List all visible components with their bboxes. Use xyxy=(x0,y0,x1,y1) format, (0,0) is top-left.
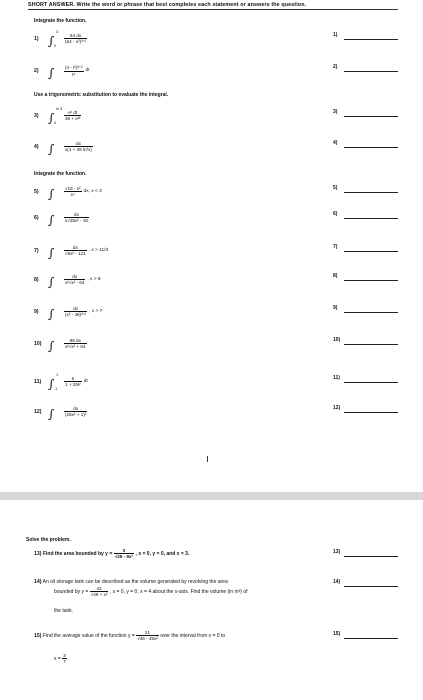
answer-label-13: 13) xyxy=(333,549,341,555)
problem-number: 11) xyxy=(34,378,42,385)
fraction-numerator: dx xyxy=(76,141,81,147)
problem-row xyxy=(34,271,101,289)
answer-line[interactable] xyxy=(344,412,398,413)
problem-row xyxy=(34,183,102,201)
answer-label: 10) xyxy=(333,337,341,343)
fraction-numerator: dx xyxy=(73,305,78,311)
answer-label: 2) xyxy=(333,64,338,70)
fraction-denominator: x⁴ xyxy=(64,191,82,197)
fraction-denominator: √25 - 9x² xyxy=(114,554,134,559)
problem-number: 1) xyxy=(34,35,39,42)
fraction-numerator: 42 xyxy=(96,586,102,591)
integral-sign xyxy=(48,244,59,258)
integrand-tail: , x > 8 xyxy=(87,277,101,283)
answer-line-15[interactable] xyxy=(344,638,398,639)
integral-symbol-icon: ∫ xyxy=(48,376,55,391)
integral-sign xyxy=(48,185,59,199)
problem-number: 5) xyxy=(34,188,39,195)
answer-label: 5) xyxy=(333,185,338,191)
fraction xyxy=(64,65,84,77)
fraction xyxy=(64,274,85,285)
fraction-denominator: (64 - x²)³ᐟ² xyxy=(65,38,87,44)
fraction-denominator: (x² - 49)³ᐟ² xyxy=(65,311,87,317)
integral-symbol-icon: ∫ xyxy=(48,212,55,227)
problem-number: 6) xyxy=(34,214,39,221)
fraction xyxy=(64,110,81,121)
fraction-denominator: √36 - 49x² xyxy=(137,636,158,641)
fraction-denominator: 7 xyxy=(63,659,66,664)
page-marker xyxy=(207,456,208,462)
fraction xyxy=(64,212,89,223)
fraction-numerator: 3 xyxy=(63,653,66,658)
answer-label: 6) xyxy=(333,211,338,217)
integral-symbol-icon: ∫ xyxy=(48,65,55,80)
integral-symbol-icon: ∫ xyxy=(48,306,55,321)
answer-label: 11) xyxy=(333,375,340,381)
answer-label-14: 14) xyxy=(333,579,341,585)
fraction-denominator: (25x² + 1)² xyxy=(65,412,87,418)
integrand-tail: dx, x < 4 xyxy=(83,189,102,195)
problem-number: 13) xyxy=(34,550,42,557)
answer-line[interactable] xyxy=(344,192,398,193)
lower-limit: 0 xyxy=(54,43,57,48)
fraction xyxy=(64,406,87,417)
header-instructions: SHORT ANSWER. Write the word or phrase that best completes each statement or answers the question. xyxy=(28,2,307,8)
header-rule xyxy=(28,9,398,10)
fraction-numerator: eᵗ dt xyxy=(68,110,78,116)
fraction xyxy=(64,306,87,318)
problem-number: 8) xyxy=(34,276,39,283)
fraction xyxy=(62,653,70,664)
answer-label: 3) xyxy=(333,109,338,115)
problem-row xyxy=(34,138,95,156)
fraction-denominator: x√25x² - 16 xyxy=(65,218,88,224)
problem-number: 10) xyxy=(34,340,42,347)
integral-symbol-icon: ∫ xyxy=(48,110,55,125)
answer-line[interactable] xyxy=(344,39,398,40)
problem-row xyxy=(34,209,91,227)
fraction-numerator: dx xyxy=(72,274,78,280)
answer-line[interactable] xyxy=(344,344,398,345)
problem-row xyxy=(34,30,89,48)
answer-line[interactable] xyxy=(344,71,398,72)
upper-limit: 1 xyxy=(56,372,59,377)
upper-limit: 3 xyxy=(56,29,59,34)
problem-text: bounded by y = xyxy=(54,588,89,595)
problem-row xyxy=(34,303,102,321)
problem-13 xyxy=(34,548,189,559)
problem-14-line-1 xyxy=(34,579,228,585)
answer-line[interactable] xyxy=(344,280,398,281)
integral-symbol-icon: ∫ xyxy=(48,186,55,201)
answer-label: 1) xyxy=(333,32,338,38)
problem-text-tail: , x = 0, y = 0, x = 4 about the x-axis. Find the volume (in m³) of xyxy=(109,588,248,595)
section-heading-solve: Solve the problem. xyxy=(26,537,71,543)
problem-row xyxy=(34,335,89,353)
answer-line[interactable] xyxy=(344,382,398,383)
fraction xyxy=(114,548,134,559)
section-heading-integrate: Integrate the function. xyxy=(34,18,87,24)
section-heading-trig-sub: Use a trigonometric substitution to evaluate the integral. xyxy=(34,92,169,98)
integral-symbol-icon: ∫ xyxy=(48,245,55,260)
answer-line-13[interactable] xyxy=(344,556,398,557)
integral-sign xyxy=(48,140,59,154)
problem-number: 4) xyxy=(34,143,39,150)
fraction-denominator: t⁶ xyxy=(64,71,84,77)
problem-number: 12) xyxy=(34,408,42,415)
problem-text-tail: . xyxy=(68,655,70,662)
integral-sign xyxy=(48,64,59,78)
integral-sign xyxy=(48,106,63,125)
answer-label: 7) xyxy=(333,244,338,250)
integral-sign xyxy=(48,337,59,351)
section-heading-integrate-2: Integrate the function. xyxy=(34,171,87,177)
problem-row xyxy=(34,242,108,260)
answer-line[interactable] xyxy=(344,251,398,252)
fraction xyxy=(64,33,87,45)
integral-sign xyxy=(48,305,59,319)
integral-symbol-icon: ∫ xyxy=(48,141,55,156)
integral-sign xyxy=(48,372,59,391)
problem-text: x = xyxy=(54,655,61,662)
problem-14-line-2 xyxy=(54,586,248,597)
integrand-tail: , x > 7 xyxy=(89,309,103,315)
answer-label: 12) xyxy=(333,405,341,411)
fraction-denominator: 1 + 25t² xyxy=(65,382,81,388)
answer-label-15: 15) xyxy=(333,631,341,637)
fraction xyxy=(90,586,109,597)
answer-label: 8) xyxy=(333,273,338,279)
problem-number: 7) xyxy=(34,247,39,254)
integrand-tail: dt xyxy=(85,68,90,74)
problem-14-line-3: the tank. xyxy=(54,608,74,614)
problem-text: An oil storage tank can be described as the volume generated by revolving the area xyxy=(42,579,228,585)
fraction-numerator: √16 - x² xyxy=(65,186,81,192)
integral-sign xyxy=(48,405,59,419)
lower-limit: 0 xyxy=(54,120,57,125)
fraction-denominator: x(1 + 49 ln²x) xyxy=(65,147,92,153)
integral-symbol-icon: ∫ xyxy=(48,406,55,421)
problem-number: 3) xyxy=(34,112,39,119)
integral-symbol-icon: ∫ xyxy=(48,338,55,353)
problem-text-tail: , x = 0, y = 0, and x = 3. xyxy=(135,550,190,557)
integral-sign xyxy=(48,211,59,225)
fraction-denominator: x²√x² - 64 xyxy=(65,280,85,286)
answer-line[interactable] xyxy=(344,312,398,313)
answer-label: 9) xyxy=(333,305,338,311)
integral-sign xyxy=(48,273,59,287)
fraction xyxy=(64,376,82,387)
answer-line[interactable] xyxy=(344,218,398,219)
fraction xyxy=(64,245,87,256)
fraction xyxy=(136,630,159,641)
fraction-numerator: 5 xyxy=(71,376,75,382)
fraction-denominator: √49 + x² xyxy=(90,592,108,597)
fraction xyxy=(64,141,93,152)
problem-text-tail: over the interval from x = 0 to xyxy=(160,632,226,639)
upper-limit: ln 3 xyxy=(56,106,63,111)
answer-label: 4) xyxy=(333,140,338,146)
problem-row xyxy=(34,62,90,80)
fraction-denominator: √9x² - 121 xyxy=(65,251,86,257)
problem-row xyxy=(34,403,89,421)
problem-text: Find the average value of the function y = xyxy=(42,632,135,639)
fraction-numerator: dx xyxy=(74,212,79,218)
fraction-denominator: 36 + e²ᵗ xyxy=(65,116,81,122)
lower-limit: -1 xyxy=(54,386,58,391)
fraction-numerator: dx xyxy=(72,245,78,251)
answer-line[interactable] xyxy=(344,147,398,148)
problem-row xyxy=(34,107,83,125)
integrand-tail: , x > 11/3 xyxy=(88,248,109,254)
fraction-numerator: 3 xyxy=(122,548,126,553)
problem-15-line-2 xyxy=(54,653,70,664)
fraction-numerator: (4 - t²)³ᐟ² xyxy=(65,64,83,70)
problem-15-line-1 xyxy=(34,630,225,641)
problem-number: 2) xyxy=(34,67,39,74)
fraction-numerator: 64 dx xyxy=(69,32,82,38)
fraction xyxy=(64,186,82,197)
integral-symbol-icon: ∫ xyxy=(48,33,55,48)
fraction-numerator: 21 xyxy=(144,630,151,635)
answer-line[interactable] xyxy=(344,116,398,117)
problem-number: 14) xyxy=(34,579,42,585)
fraction-numerator: 88 dx xyxy=(69,338,81,344)
problem-number: 15) xyxy=(34,632,42,639)
integrand-tail: dt xyxy=(83,379,88,385)
fraction-denominator: x²√x² + 64 xyxy=(65,344,86,350)
problem-number: 9) xyxy=(34,308,39,315)
fraction xyxy=(64,338,87,349)
integral-sign xyxy=(48,29,59,48)
problem-row xyxy=(34,373,88,391)
problem-text: Find the area bounded by y = xyxy=(42,550,113,557)
answer-line-14[interactable] xyxy=(344,586,398,587)
integral-symbol-icon: ∫ xyxy=(48,274,55,289)
fraction-numerator: dx xyxy=(73,406,79,412)
worksheet-page-2 xyxy=(0,500,423,700)
